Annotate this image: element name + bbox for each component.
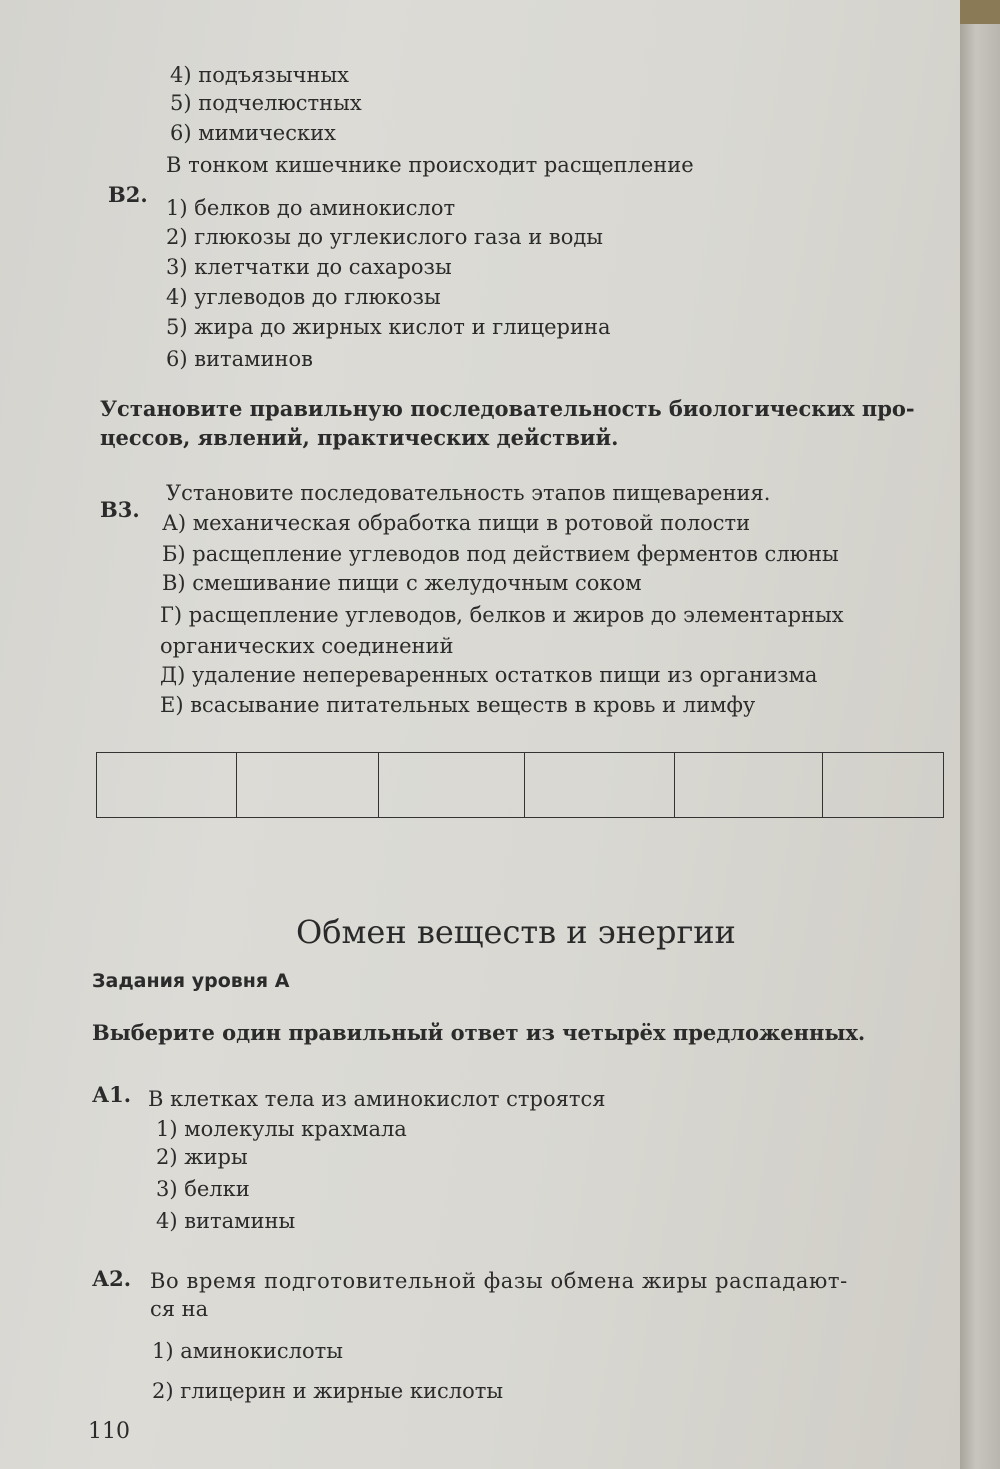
question-text-b3: Установите последовательность этапов пищеварения.	[166, 481, 771, 505]
option-line: А) механическая обработка пищи в ротовой полости	[162, 511, 751, 535]
book-cover-corner	[960, 0, 1000, 24]
option-line: Б) расщепление углеводов под действием ферментов слюны	[162, 542, 839, 566]
option-line: 6) витаминов	[166, 347, 313, 371]
option-line: 1) аминокислоты	[152, 1339, 343, 1363]
option-line: В) смешивание пищи с желудочным соком	[162, 571, 642, 595]
instruction-line: цессов, явлений, практических действий.	[100, 425, 619, 450]
answer-cell[interactable]	[237, 753, 379, 817]
answer-table	[96, 752, 944, 818]
answer-cell[interactable]	[525, 753, 675, 817]
option-line: 1) белков до аминокислот	[166, 196, 456, 220]
answer-cell[interactable]	[675, 753, 823, 817]
instruction-line: Выберите один правильный ответ из четырёх предложенных.	[92, 1020, 866, 1045]
question-label-b2: В2.	[108, 182, 148, 207]
option-line: Е) всасывание питательных веществ в кровь и лимфу	[160, 693, 756, 717]
question-text-a1: В клетках тела из аминокислот строятся	[148, 1087, 606, 1111]
option-line: 5) жира до жирных кислот и глицерина	[166, 315, 611, 339]
page-number: 110	[88, 1419, 130, 1444]
option-line: 1) молекулы крахмала	[156, 1117, 407, 1141]
option-line: 2) жиры	[156, 1145, 248, 1169]
answer-cell[interactable]	[823, 753, 943, 817]
question-text-b2: В тонком кишечнике происходит расщепление	[166, 153, 694, 177]
option-line: органических соединений	[160, 634, 454, 658]
instruction-line: Установите правильную последовательность биологических про-	[100, 396, 915, 421]
adjacent-page-edge	[960, 0, 1000, 1469]
question-label-a2: А2.	[92, 1266, 132, 1291]
question-label-b3: В3.	[100, 497, 140, 522]
option-line: Г) расщепление углеводов, белков и жиров до элементарных	[160, 603, 844, 627]
level-heading: Задания уровня А	[92, 970, 290, 992]
question-text-a2-cont: ся на	[150, 1297, 209, 1321]
question-label-a1: А1.	[92, 1082, 132, 1107]
option-line: 3) клетчатки до сахарозы	[166, 255, 452, 279]
option-line: 4) витамины	[156, 1209, 296, 1233]
question-text-a2: Во время подготовительной фазы обмена жиры распадают-	[150, 1269, 848, 1293]
option-line: 2) глицерин и жирные кислоты	[152, 1379, 504, 1403]
option-line: 4) углеводов до глюкозы	[166, 285, 441, 309]
option-line: 3) белки	[156, 1177, 250, 1201]
option-line: 2) глюкозы до углекислого газа и воды	[166, 225, 603, 249]
option-line: 6) мимических	[170, 121, 336, 145]
option-line: 4) подъязычных	[170, 63, 350, 87]
option-line: 5) подчелюстных	[170, 91, 362, 115]
answer-cell[interactable]	[379, 753, 525, 817]
section-title: Обмен веществ и энергии	[296, 913, 736, 951]
option-line: Д) удаление непереваренных остатков пищи из организма	[160, 663, 818, 687]
answer-cell[interactable]	[97, 753, 237, 817]
